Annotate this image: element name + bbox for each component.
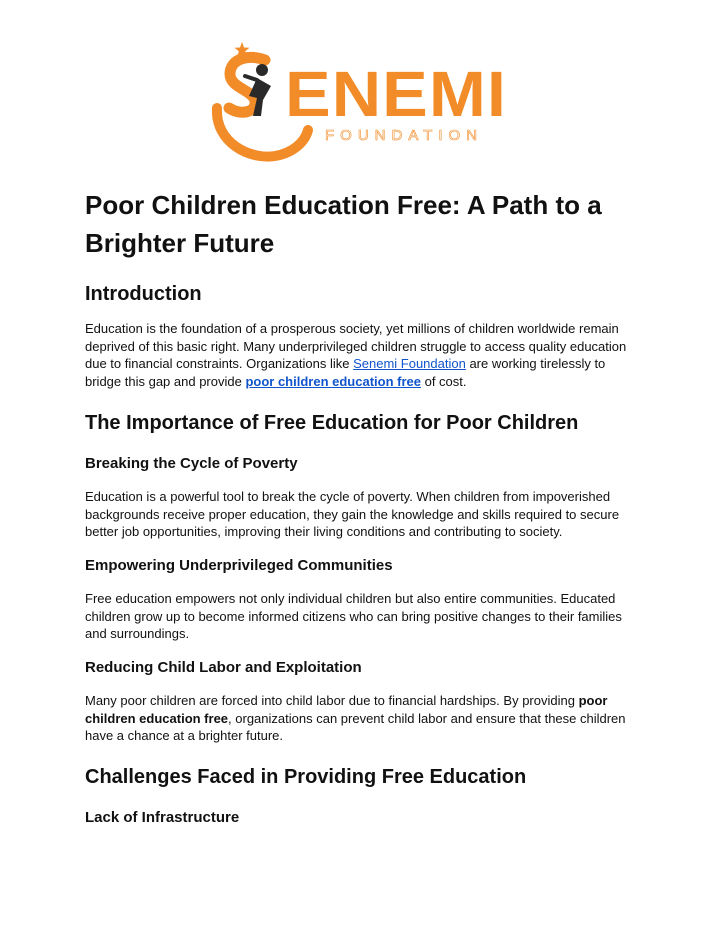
intro-paragraph — [85, 320, 633, 390]
infrastructure-heading: Lack of Infrastructure — [85, 809, 240, 826]
reducing-heading: Reducing Child Labor and Exploitation — [85, 659, 362, 676]
senemi-foundation-link[interactable]: Senemi Foundation — [353, 356, 466, 371]
reducing-text-1: Many poor children are forced into child labor due to financial hardships. By providing — [85, 693, 579, 708]
senemi-foundation-logo — [205, 38, 520, 168]
importance-heading: The Importance of Free Education for Poor Children — [85, 412, 579, 434]
empowering-paragraph: Free education empowers not only individual children but also entire communities. Educated children grow up to become informed citizens who can bring positive changes to their families and surroundings. — [85, 591, 622, 641]
reducing-text-2: , organizations can prevent child labor and ensure that these children have a chance at a brighter future. — [85, 710, 626, 743]
intro-heading: Introduction — [85, 283, 202, 305]
reducing-paragraph — [85, 692, 633, 745]
reducing-bold-text: poor children education free — [85, 693, 608, 726]
poor-children-education-link[interactable]: poor children education free — [245, 373, 421, 389]
intro-text-2: are working tirelessly to bridge this gap and provide — [85, 356, 606, 389]
logo-name: ENEMI — [285, 58, 507, 130]
empowering-heading: Empowering Underprivileged Communities — [85, 557, 393, 574]
breaking-heading: Breaking the Cycle of Poverty — [85, 455, 298, 472]
page-title: Poor Children Education Free: A Path to a Brighter Future — [85, 190, 602, 258]
intro-text-3: of cost. — [420, 373, 467, 389]
intro-text-1: Education is the foundation of a prosperous society, yet millions of children worldwide remain deprived of this basic right. Many underprivileged children struggle to access quality education due to financial constraints. Organizations like — [85, 321, 627, 371]
logo-subtitle: FOUNDATION — [325, 127, 484, 144]
breaking-paragraph: Education is a powerful tool to break the cycle of poverty. When children from impoverished backgrounds receive proper education, they gain the knowledge and skills required to secure better job opportunities, improving their living conditions and contributing to society. — [85, 489, 620, 539]
challenges-heading: Challenges Faced in Providing Free Education — [85, 766, 527, 788]
